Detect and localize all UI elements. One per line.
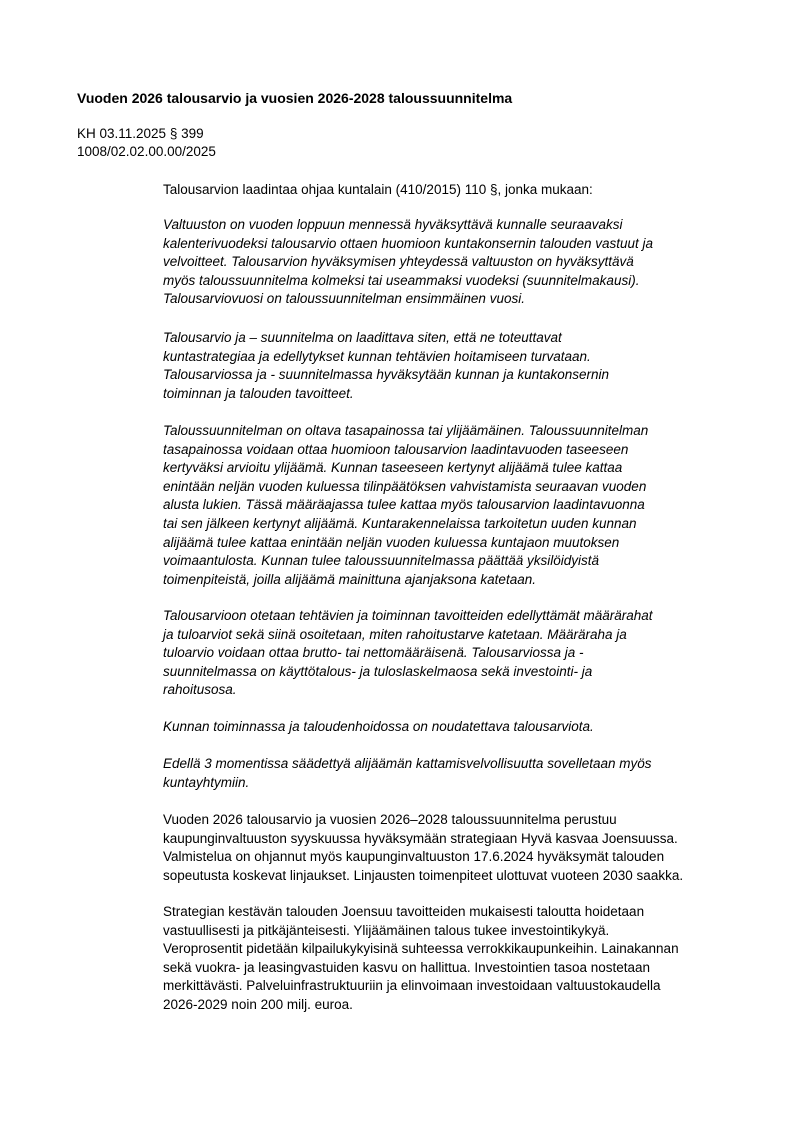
text-line: alusta lukien. Tässä määräajassa tulee kattaa myös talousarvion laadintavuonna	[163, 497, 645, 513]
text-line: Valmistelua on ohjannut myös kaupunginvaltuuston 17.6.2024 hyväksymät talouden	[163, 849, 665, 865]
intro-paragraph	[163, 181, 763, 200]
document-title: Vuoden 2026 talousarvio ja vuosien 2026-2028 taloussuunnitelma	[77, 90, 513, 106]
text-line: toiminnan ja talouden tavoitteet.	[163, 385, 354, 401]
meeting-reference: KH 03.11.2025 § 399	[77, 126, 204, 141]
text-line: rahoitusosa.	[163, 682, 237, 698]
text-line: Talousarviossa ja - suunnitelmassa hyväksytään kunnan ja kuntakonsernin	[163, 367, 610, 383]
record-number: 1008/02.02.00.00/2025	[77, 144, 216, 159]
text-line: Veroprosentit pidetään kilpailukykyisinä suhteessa verrokkikaupunkeihin. Lainakannan	[163, 941, 679, 957]
text-line: vastuullisesti ja pitkäjänteisesti. Ylijäämäinen talous tukee investointikykyä.	[163, 922, 610, 938]
law-quote-paragraph-5	[163, 718, 763, 737]
text-line: kalenterivuodeksi talousarvio ottaen huomioon kuntakonsernin talouden vastuut ja	[163, 235, 654, 251]
law-quote-paragraph-3	[163, 422, 763, 589]
intro-line: Talousarvion laadintaa ohjaa kuntalain (410/2015) 110 §, jonka mukaan:	[163, 182, 593, 197]
text-line: Valtuuston on vuoden loppuun mennessä hyväksyttävä kunnalle seuraavaksi	[163, 217, 623, 232]
body-paragraph-2	[163, 903, 763, 1015]
body-paragraph-1	[163, 811, 763, 885]
text-line: tasapainossa voidaan ottaa huomioon talousarvion laadintavuoden taseeseen	[163, 441, 629, 457]
text-line: voimaantulosta. Kunnan tulee taloussuunnitelmassa päättää yksilöidyistä	[163, 553, 600, 569]
text-line: Taloussuunnitelman on oltava tasapainossa tai ylijäämäinen. Taloussuunnitelman	[163, 423, 649, 438]
text-line: Vuoden 2026 talousarvio ja vuosien 2026–2028 taloussuunnitelma perustuu	[163, 812, 617, 827]
text-line: Talousarvio ja – suunnitelma on laadittava siten, että ne toteuttavat	[163, 330, 562, 345]
text-line: kertyväksi arvioitu ylijäämä. Kunnan taseeseen kertynyt alijäämä tulee kattaa	[163, 460, 623, 476]
text-line: toimenpiteistä, joilla alijäämä mainittuna ajanjaksona katetaan.	[163, 571, 536, 587]
text-line: kuntayhtymiin.	[163, 774, 250, 790]
law-quote-paragraph-6	[163, 755, 763, 792]
text-line: kaupunginvaltuuston syyskuussa hyväksymään strategiaan Hyvä kasvaa Joensuussa.	[163, 830, 678, 846]
text-line: Talousarvioon otetaan tehtävien ja toiminnan tavoitteiden edellyttämät määrärahat	[163, 608, 653, 623]
text-line: merkittävästi. Palveluinfrastruktuuriin ja elinvoimaan investoidaan valtuustokaudella	[163, 978, 661, 994]
text-line: enintään neljän vuoden kuluessa tilinpäätöksen vahvistamista seuraavan vuoden	[163, 478, 647, 494]
law-quote-paragraph-4	[163, 607, 763, 700]
text-line: Kunnan toiminnassa ja taloudenhoidossa on noudatettava talousarviota.	[163, 719, 594, 734]
text-line: suunnitelmassa on käyttötalous- ja tuloslaskelmaosa sekä investointi- ja	[163, 663, 593, 679]
text-line: Edellä 3 momentissa säädettyä alijäämän kattamisvelvollisuutta sovelletaan myös	[163, 756, 652, 771]
text-line: alijäämä tulee kattaa enintään neljän vuoden kuluessa kuntajaon muutoksen	[163, 534, 620, 550]
law-quote-paragraph-2	[163, 329, 763, 403]
text-line: kuntastrategiaa ja edellytykset kunnan tehtävien hoitamiseen turvataan.	[163, 348, 591, 364]
text-line: Talousarviovuosi on taloussuunnitelman ensimmäinen vuosi.	[163, 291, 525, 307]
text-line: sopeutusta koskevat linjaukset. Linjausten toimenpiteet ulottuvat vuoteen 2030 saakka.	[163, 867, 684, 883]
text-line: 2026-2029 noin 200 milj. euroa.	[163, 996, 353, 1012]
law-quote-paragraph-1	[163, 216, 763, 309]
text-line: tai sen jälkeen kertynyt alijäämä. Kuntarakennelaissa tarkoitetun uuden kunnan	[163, 515, 637, 531]
text-line: myös taloussuunnitelma kolmeksi tai useammaksi vuodeksi (suunnitelmakausi).	[163, 272, 640, 288]
text-line: tuloarvio voidaan ottaa brutto- tai nettomääräisenä. Talousarviossa ja -	[163, 645, 584, 661]
text-line: ja tuloarviot sekä siinä osoitetaan, miten rahoitustarve katetaan. Määräraha ja	[163, 626, 627, 642]
text-line: velvoitteet. Talousarvion hyväksymisen yhteydessä valtuuston on hyväksyttävä	[163, 254, 634, 270]
text-line: sekä vuokra- ja leasingvastuiden kasvu on hallittua. Investointien tasoa nostetaan	[163, 959, 651, 975]
text-line: Strategian kestävän talouden Joensuu tavoitteiden mukaisesti taloutta hoidetaan	[163, 904, 645, 919]
